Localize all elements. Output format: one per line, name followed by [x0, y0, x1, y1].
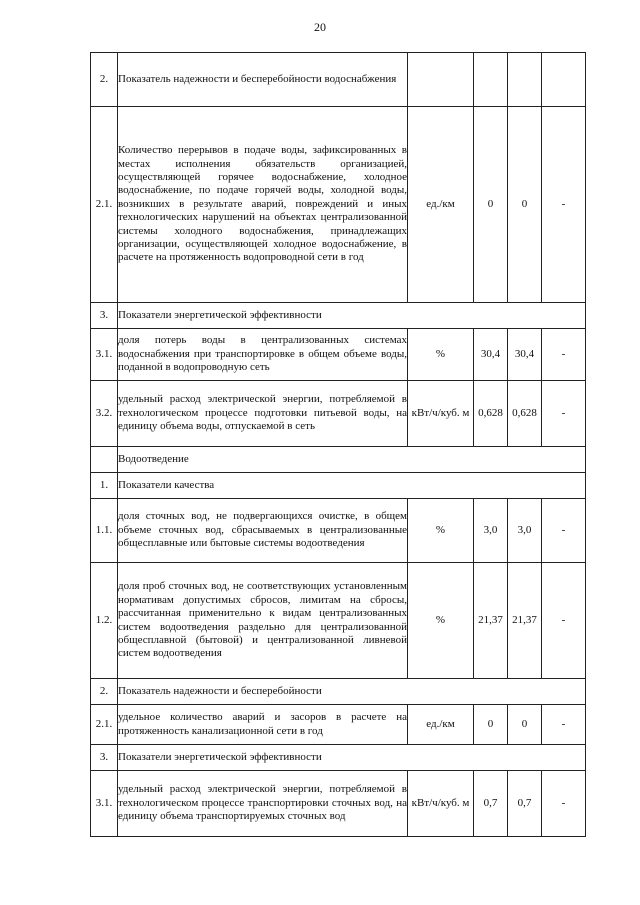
value-cell: - [542, 381, 586, 447]
indicators-table [90, 52, 586, 837]
table-row [91, 381, 586, 447]
row-number [91, 447, 118, 473]
value-cell: - [542, 563, 586, 679]
value-cell: 30,4 [508, 329, 542, 381]
table-row [91, 53, 586, 107]
row-number: 1.1. [91, 499, 118, 563]
value-cell: 0,628 [474, 381, 508, 447]
row-number: 2. [91, 53, 118, 107]
value-cell: 21,37 [474, 563, 508, 679]
value-cell: 30,4 [474, 329, 508, 381]
value-cell: 0 [474, 705, 508, 745]
value-cell: 0,628 [508, 381, 542, 447]
value-cell: - [542, 771, 586, 837]
row-number: 2.1. [91, 107, 118, 303]
section-heading: Показатели качества [118, 473, 586, 499]
row-number: 2.1. [91, 705, 118, 745]
value-cell: - [542, 499, 586, 563]
row-number: 3.2. [91, 381, 118, 447]
row-number: 3. [91, 745, 118, 771]
unit-cell: кВт/ч/куб. м [408, 381, 474, 447]
row-number: 2. [91, 679, 118, 705]
empty-cell [408, 53, 474, 107]
unit-cell: кВт/ч/куб. м [408, 771, 474, 837]
table-row [91, 679, 586, 705]
indicator-name: Количество перерывов в подаче воды, зафиксированных в местах исполнения обязательств организацией, осуществляющей горячее водоснабжение, холодное водоснабжение, по подаче горячей воды, холодной воды, возникших в результате аварий, повреждений и иных технологических нарушений на объектах централизованной системы холодного водоснабжения, принадлежащих организации, осуществляющей холодное водоснабжение, в расчете на протяженность водопроводной сети в год [118, 107, 408, 303]
value-cell: 3,0 [474, 499, 508, 563]
empty-cell [508, 53, 542, 107]
value-cell: - [542, 329, 586, 381]
indicator-name: удельное количество аварий и засоров в расчете на протяженность канализационной сети в год [118, 705, 408, 745]
table-row [91, 473, 586, 499]
value-cell: 0 [508, 107, 542, 303]
indicators-table-body [91, 53, 586, 837]
value-cell: - [542, 107, 586, 303]
value-cell: 3,0 [508, 499, 542, 563]
row-number: 1. [91, 473, 118, 499]
table-row [91, 771, 586, 837]
empty-cell [542, 53, 586, 107]
section-heading: Показатели энергетической эффективности [118, 303, 586, 329]
value-cell: 0 [474, 107, 508, 303]
section-title: Показатель надежности и бесперебойности водоснабжения [118, 53, 408, 107]
page-number: 20 [314, 20, 326, 34]
table-row [91, 705, 586, 745]
row-number: 3. [91, 303, 118, 329]
row-number: 3.1. [91, 771, 118, 837]
section-heading: Водоотведение [118, 447, 586, 473]
table-row [91, 447, 586, 473]
row-number: 3.1. [91, 329, 118, 381]
unit-cell: ед./км [408, 705, 474, 745]
unit-cell: ед./км [408, 107, 474, 303]
value-cell: - [542, 705, 586, 745]
table-row [91, 303, 586, 329]
indicator-name: удельный расход электрической энергии, потребляемой в технологическом процессе транспортировки сточных вод, на единицу объема транспортируемых сточных вод [118, 771, 408, 837]
value-cell: 21,37 [508, 563, 542, 679]
value-cell: 0 [508, 705, 542, 745]
indicator-name: удельный расход электрической энергии, потребляемой в технологическом процессе подготовки питьевой воды, на единицу объема воды, отпускаемой в сеть [118, 381, 408, 447]
indicator-name: доля потерь воды в централизованных системах водоснабжения при транспортировке в общем объеме воды, поданной в водопроводную сеть [118, 329, 408, 381]
indicator-name: доля проб сточных вод, не соответствующих установленным нормативам допустимых сбросов, лимитам на сбросы, рассчитанная применительно к видам централизованных систем водоотведения раздельно для централизованной общесплавной (бытовой) и централизованной ливневой систем водоотведения [118, 563, 408, 679]
table-row [91, 499, 586, 563]
section-heading: Показатель надежности и бесперебойности [118, 679, 586, 705]
table-row [91, 107, 586, 303]
row-number: 1.2. [91, 563, 118, 679]
unit-cell: % [408, 329, 474, 381]
empty-cell [474, 53, 508, 107]
value-cell: 0,7 [508, 771, 542, 837]
indicator-name: доля сточных вод, не подвергающихся очистке, в общем объеме сточных вод, сбрасываемых в централизованные общесплавные или бытовые системы водоотведения [118, 499, 408, 563]
table-row [91, 563, 586, 679]
table-row [91, 745, 586, 771]
value-cell: 0,7 [474, 771, 508, 837]
unit-cell: % [408, 563, 474, 679]
section-heading: Показатели энергетической эффективности [118, 745, 586, 771]
unit-cell: % [408, 499, 474, 563]
table-row [91, 329, 586, 381]
